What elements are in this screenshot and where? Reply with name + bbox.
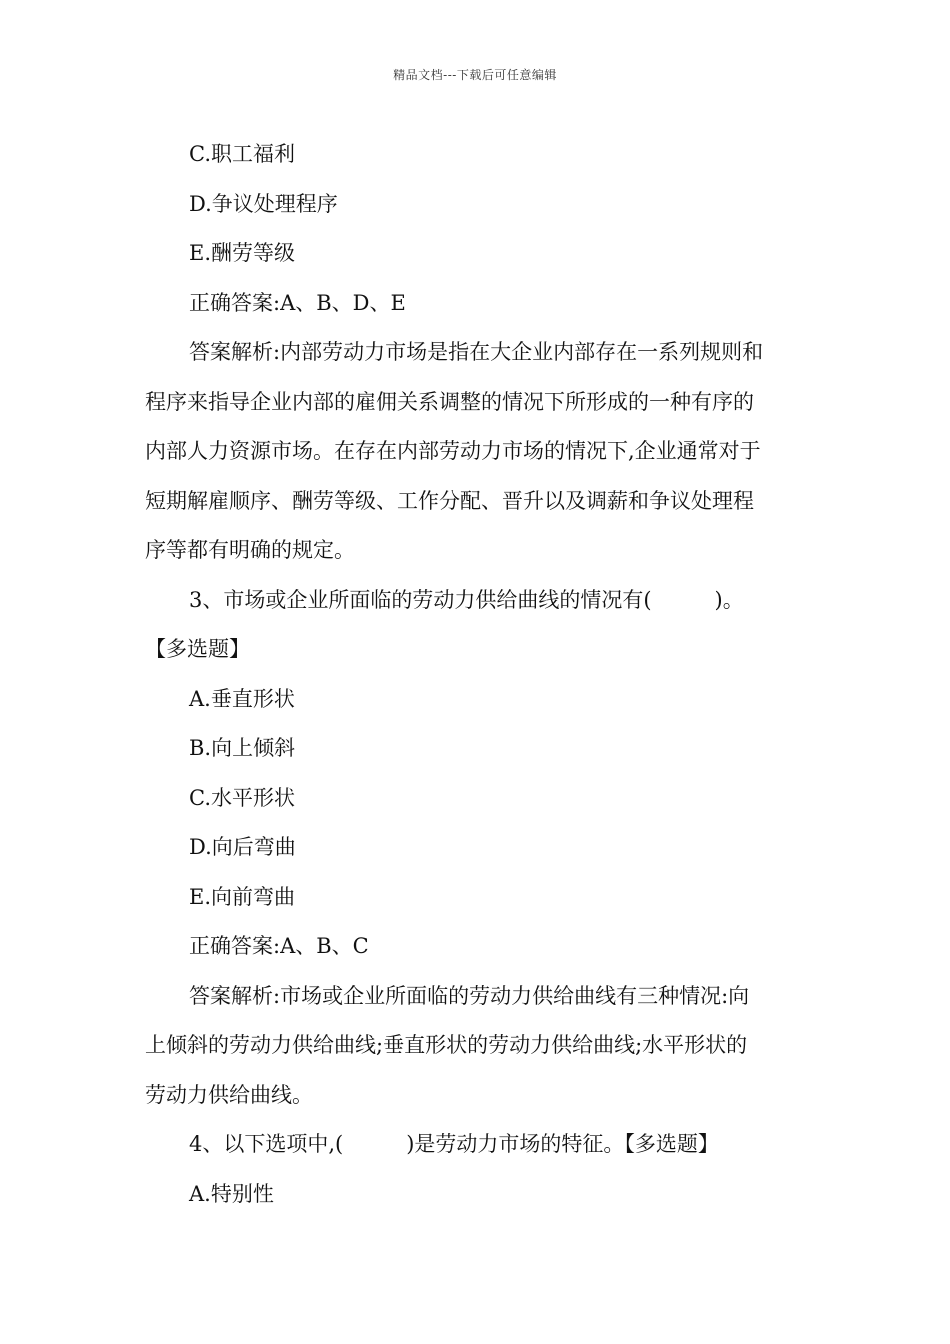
q3-analysis-line: 答案解析:市场或企业所面临的劳动力供给曲线有三种情况:向 — [189, 983, 750, 1008]
q3-correct-answer: 正确答案:A、B、C — [189, 934, 369, 958]
q3-option-e: E.向前弯曲 — [189, 884, 296, 909]
q2-option-d: D.争议处理程序 — [189, 191, 338, 216]
q3-type-label: 【多选题】 — [145, 637, 250, 661]
q2-option-e: E.酬劳等级 — [189, 241, 296, 265]
q3-analysis-line: 上倾斜的劳动力供给曲线;垂直形状的劳动力供给曲线;水平形状的 — [145, 1033, 748, 1057]
q3-stem: 3、市场或企业所面临的劳动力供给曲线的情况有( )。 — [189, 587, 744, 612]
q2-option-c: C.职工福利 — [189, 142, 295, 166]
q4-stem: 4、以下选项中,( )是劳动力市场的特征。【多选题】 — [189, 1132, 719, 1156]
document-body — [145, 130, 807, 1219]
q3-option-d: D.向后弯曲 — [189, 835, 296, 859]
page-header: 精品文档---下载后可任意编辑 — [393, 68, 557, 82]
q3-option-c: C.水平形状 — [189, 785, 295, 810]
q2-analysis-line: 内部人力资源市场。在存在内部劳动力市场的情况下,企业通常对于 — [145, 439, 761, 463]
q3-option-a: A.垂直形状 — [189, 686, 295, 711]
q4-option-a: A.特别性 — [189, 1181, 274, 1206]
q2-analysis-line: 序等都有明确的规定。 — [145, 538, 355, 562]
q2-analysis-line: 短期解雇顺序、酬劳等级、工作分配、晋升以及调薪和争议处理程 — [145, 488, 754, 513]
q2-correct-answer: 正确答案:A、B、D、E — [189, 290, 406, 315]
q2-analysis-line: 答案解析:内部劳动力市场是指在大企业内部存在一系列规则和 — [189, 340, 764, 364]
q2-analysis-line: 程序来指导企业内部的雇佣关系调整的情况下所形成的一种有序的 — [145, 389, 754, 414]
q3-analysis-line: 劳动力供给曲线。 — [145, 1082, 313, 1107]
q3-option-b: B.向上倾斜 — [189, 736, 296, 760]
